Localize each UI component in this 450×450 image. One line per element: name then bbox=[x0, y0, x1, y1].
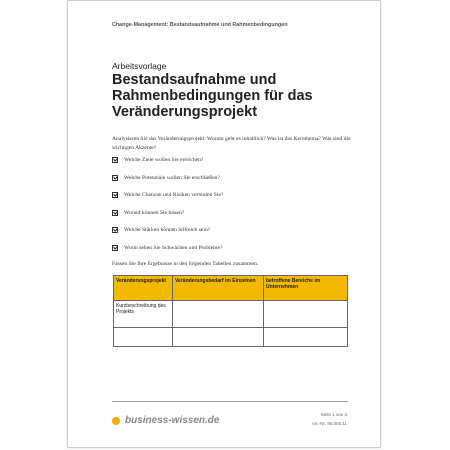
brand-name: business-wissen.de bbox=[125, 415, 220, 426]
table-cell[interactable] bbox=[264, 301, 348, 328]
question-item bbox=[112, 175, 352, 193]
table-header-cell: betroffene Bereiche im Unternehmen bbox=[264, 276, 348, 301]
question-text: Welche Stärken können hilfreich sein? bbox=[124, 227, 211, 233]
table-header-cell: Veränderungsbedarf im Einzelnen bbox=[173, 276, 264, 301]
question-item bbox=[112, 157, 352, 175]
question-item bbox=[112, 227, 352, 245]
running-header: Change-Management: Bestandsaufnahme und Rahmenbedingungen bbox=[112, 22, 288, 28]
table-row bbox=[114, 328, 348, 347]
document-title: Bestandsaufnahme und Rahmenbedingungen für das Veränderungsprojekt bbox=[112, 72, 313, 120]
table-cell[interactable] bbox=[173, 301, 264, 328]
table-cell[interactable] bbox=[173, 328, 264, 347]
intro-paragraph: Analysieren Sie das Veränderungsprojekt. Worum geht es inhaltlich? Was ist das Kernthema? Was sind die wichtigen Akzente? bbox=[112, 136, 351, 151]
table-header-cell: Veränderungsprojekt bbox=[114, 276, 173, 301]
question-text: Welche Chancen und Risiken vermuten Sie? bbox=[124, 192, 224, 198]
article-number: Art.-Nr. 96.004.11 bbox=[311, 421, 347, 426]
table-cell[interactable]: Kurzbeschreibung des Projekts bbox=[114, 301, 173, 328]
checkbox-icon bbox=[112, 210, 118, 216]
question-text: Welche Ziele wollen Sie erreichen? bbox=[124, 157, 204, 163]
question-item bbox=[112, 245, 352, 263]
document-page bbox=[67, 0, 381, 448]
question-item bbox=[112, 210, 352, 228]
document-label: Arbeitsvorlage bbox=[112, 61, 167, 71]
question-text: Welche Potenziale wollen Sie erschließen? bbox=[124, 174, 220, 181]
page-number: Seite 1 von 3 bbox=[320, 412, 347, 417]
checkbox-icon bbox=[112, 157, 118, 163]
footer-divider bbox=[112, 401, 348, 402]
table-cell[interactable] bbox=[264, 328, 348, 347]
question-text: Worin sehen Sie Schwächen und Probleme? bbox=[124, 244, 223, 251]
checkbox-icon bbox=[112, 227, 118, 233]
table-header-row bbox=[114, 276, 348, 301]
summary-instruction: Fassen Sie Ihre Ergebnisse in den folgenden Tabellen zusammen. bbox=[112, 261, 259, 267]
checkbox-icon bbox=[112, 175, 118, 181]
checkbox-icon bbox=[112, 192, 118, 198]
question-item bbox=[112, 192, 352, 210]
question-list bbox=[112, 157, 352, 262]
table-row bbox=[114, 301, 348, 328]
checkbox-icon bbox=[112, 245, 118, 251]
table-cell[interactable] bbox=[114, 328, 173, 347]
question-text: Worauf können Sie bauen? bbox=[124, 209, 185, 216]
brand-logo bbox=[112, 415, 219, 426]
summary-table bbox=[113, 275, 348, 347]
logo-dot-icon bbox=[112, 417, 120, 425]
